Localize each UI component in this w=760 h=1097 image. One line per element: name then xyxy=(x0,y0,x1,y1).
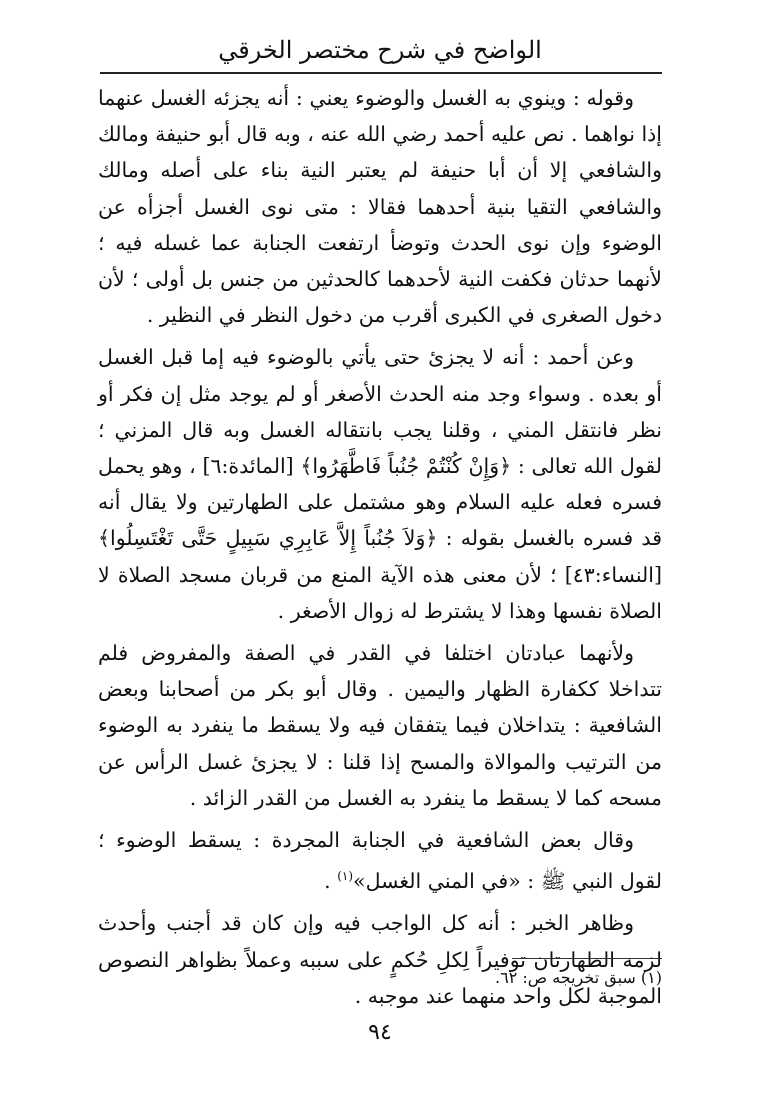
footnote-marker: (١) xyxy=(337,869,354,884)
paragraph-1: وقوله : وينوي به الغسل والوضوء يعني : أنه يجزئه الغسل عنهما إذا نواهما . نص عليه أحمد رضي الله عنه ، وبه قال أبو حنيفة ومالك والشافعي إلا أن أبا حنيفة لم يعتبر النية بناء على أصله ومالك والشافعي التقيا بنية أحدهما فقالا : متى نوى الغسل أجزأه عن الوضوء وإن نوى الحدث وتوضأ ارتفعت الجنابة عما غسله فيه ؛ لأنهما حدثان فكفت النية لأحدهما كالحدثين من جنس بل أولى ؛ لأن دخول الصغرى في الكبرى أقرب من دخول النظر في النظير . xyxy=(98,86,662,328)
header-rule xyxy=(100,72,662,74)
footnote: (١) سبق تخريجه ص: ٦٢. xyxy=(495,968,662,987)
paragraph-4 xyxy=(98,822,662,899)
footnote-rule xyxy=(512,958,662,959)
paragraph-3: ولأنهما عبادتان اختلفا في القدر في الصفة والمفروض فلم تتداخلا ككفارة الظهار واليمين . وقال أبو بكر من أصحابنا وبعض الشافعية : يتداخلان فيما يتفقان فيه ولا يسقط ما ينفرد به الوضوء من الترتيب والموالاة والمسح إذا قلنا : لا يجزئ غسل الرأس عن مسحه كما لا يسقط ما ينفرد به الغسل من القدر الزائد . xyxy=(98,641,662,810)
running-header: الواضح في شرح مختصر الخرقي xyxy=(218,36,542,64)
paragraph-4-tail: . xyxy=(324,869,338,894)
paragraph-5: وظاهر الخبر : أنه كل الواجب فيه وإن كان قد أجنب وأحدث لزمه الطهارتان توفيراً لِكلِ حُكمٍ على سببه وعملاً بظواهر النصوص الموجبة لكل واحد منهما عند موجبه . xyxy=(98,911,662,1008)
page-number: ٩٤ xyxy=(368,1020,392,1045)
body-text xyxy=(98,80,662,1014)
paragraph-2: وعن أحمد : أنه لا يجزئ حتى يأتي بالوضوء فيه إما قبل الغسل أو بعده . وسواء وجد منه الحدث الأصغر أو لم يوجد مثل إن فكر أو نظر فانتقل المني ، وقلنا يجب بانتقاله الغسل وبه قال المزني ؛ لقول الله تعالى : ﴿وَإِنْ كُنْتُمْ جُنُباً فَاطَّهَرُوا﴾ [المائدة:٦] ، وهو يحمل فسره فعله عليه السلام وهو مشتمل على الطهارتين ولا يقال أنه قد فسره بالغسل بقوله : ﴿وَلاَ جُنُباً إِلاَّ عَابِرِي سَبِيلٍ حَتَّى تَغْتَسِلُوا﴾ [النساء:٤٣] ؛ لأن معنى هذه الآية المنع من قربان مسجد الصلاة لا الصلاة نفسها وهذا لا يشترط له زوال الأصغر . xyxy=(98,345,663,623)
paragraph-4-text: وقال بعض الشافعية في الجنابة المجردة : يسقط الوضوء ؛ لقول النبي ﷺ : «في المني الغسل» xyxy=(98,828,662,894)
